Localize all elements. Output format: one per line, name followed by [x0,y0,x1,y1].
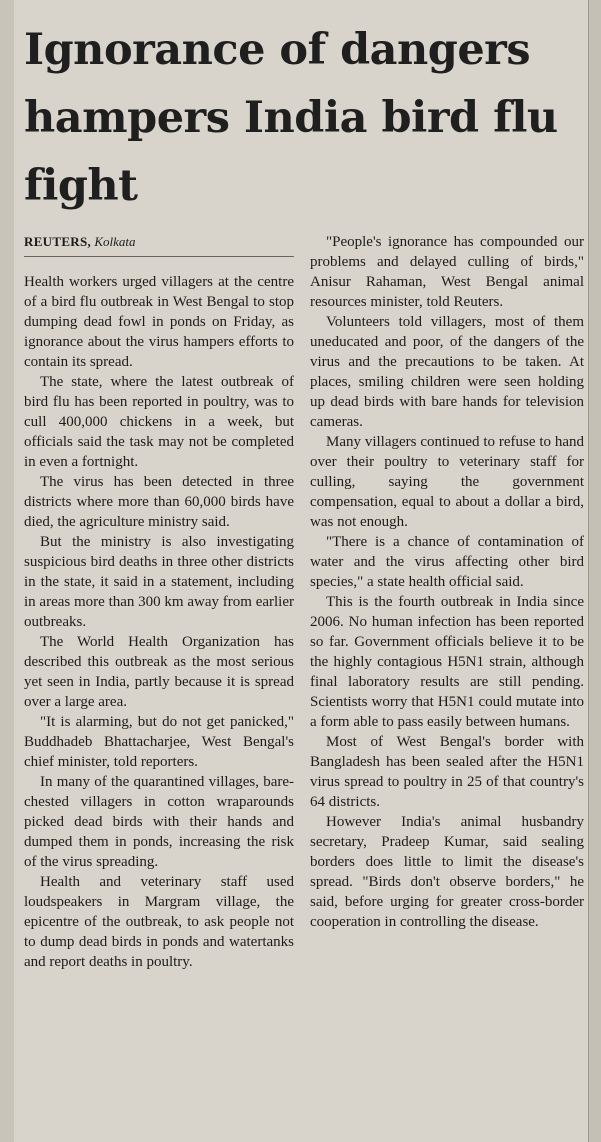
paragraph: "It is alarming, but do not get panicked," Buddhadeb Bhattacharjee, West Bengal's chief minister, told reporters. [24,714,294,770]
paragraph: The state, where the latest outbreak of bird flu has been reported in poultry, was to cull 400,000 chickens in a week, but officials said the task may not be completed in even a fortnight. [24,374,294,470]
headline: Ignorance of dangers hampers India bird flu fight [24,25,558,211]
paragraph: In many of the quarantined villages, bare-chested villagers in cotton wraparounds picked dead birds with their hands and dumped them in ponds, increasing the risk of the virus spreading. [24,774,294,870]
byline-agency: REUTERS, [24,234,92,249]
byline-location: Kolkata [94,234,136,249]
paragraph: Many villagers continued to refuse to hand over their poultry to veterinary staff for culling, saying the government compensation, equal to about a dollar a bird, was not enough. [310,434,584,530]
paragraph: "There is a chance of contamination of water and the virus affecting other bird species," a state health official said. [310,534,584,590]
right-column [310,232,584,932]
byline [24,234,299,250]
left-column [24,272,294,972]
paragraph: But the ministry is also investigating suspicious bird deaths in three other districts in the state, it said in a statement, including in areas more than 300 km away from earlier outbreaks. [24,534,294,630]
paragraph: "People's ignorance has compounded our problems and delayed culling of birds," Anisur Rahaman, West Bengal animal resources minister, told Reuters. [310,234,584,310]
paragraph: Most of West Bengal's border with Bangladesh has been sealed after the H5N1 virus spread to poultry in 25 of that country's 64 districts. [310,734,584,810]
paragraph: Health workers urged villagers at the centre of a bird flu outbreak in West Bengal to stop dumping dead fowl in ponds on Friday, as ignorance about the virus hampers efforts to contain its spread. [24,274,294,370]
paragraph: However India's animal husbandry secretary, Pradeep Kumar, said sealing borders does little to limit the disease's spread. "Birds don't observe borders," he said, before urging for greater cross-border cooperation in controlling the disease. [310,814,584,930]
byline-rule [24,256,294,257]
paragraph: The virus has been detected in three districts where more than 60,000 birds have died, the agriculture ministry said. [24,474,294,530]
left-margin-edge [0,0,14,1142]
adjacent-page-edge [588,0,601,1142]
paragraph: This is the fourth outbreak in India since 2006. No human infection has been reported so far. Government officials believe it to be the highly contagious H5N1 strain, although final laboratory results are still pending. Scientists worry that H5N1 could mutate into a form able to pass easily between humans. [310,594,584,730]
paragraph: Health and veterinary staff used loudspeakers in Margram village, the epicentre of the outbreak, to ask people not to dump dead birds in ponds and watertanks and report deaths in poultry. [24,874,294,970]
paragraph: The World Health Organization has described this outbreak as the most serious yet seen in India, partly because it is spread over a large area. [24,634,294,710]
paragraph: Volunteers told villagers, most of them uneducated and poor, of the dangers of the virus and the precautions to be taken. At places, smiling children were seen holding up dead birds with bare hands for television cameras. [310,314,584,430]
